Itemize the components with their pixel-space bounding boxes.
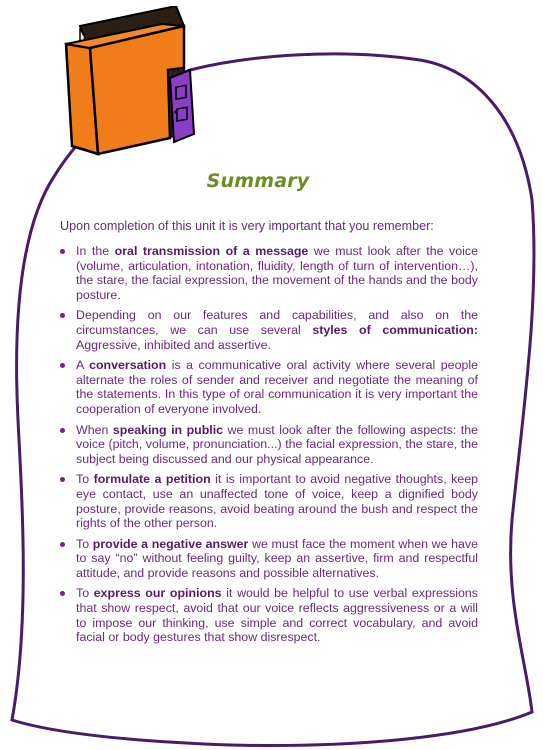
item-pre: To [76, 586, 94, 601]
item-post: we must face the moment when we have to say “no” without feeling guilty, keep an assertive, firm and respectful attitude, and provide reasons and possible alternatives. [76, 536, 479, 580]
item-bold: conversation [89, 358, 167, 373]
bullet-icon [60, 249, 65, 254]
item-post: Aggressive, inhibited and assertive. [76, 337, 271, 352]
item-post: it would be helpful to use verbal expressions that show respect, avoid that our voice reflects aggressiveness or a will to impose our thinking, use simple and correct vocabulary, and avoid facial or body gestures that show disrespect. [76, 586, 478, 645]
bullet-icon [60, 542, 65, 547]
item-bold: styles of communication: [312, 322, 479, 337]
item-pre: To [76, 472, 94, 487]
bullet-icon [60, 428, 65, 433]
item-pre: A [76, 358, 90, 373]
item-post: is a communicative oral activity where several people alternate the roles of sender and receiver and negotiate the meaning of the statements. In this type of oral communication it is very important the cooperation of everyone involved. [76, 358, 478, 416]
bullet-icon [60, 477, 65, 482]
list-item [58, 358, 478, 416]
item-pre: Depending on our features and capabilities, and also on the circumstances, we can use several [76, 308, 478, 337]
list-item [58, 472, 478, 530]
list-item [58, 423, 478, 467]
item-bold: oral transmission of a message [114, 244, 309, 258]
page-title: Summary [206, 170, 310, 192]
bullet-icon [60, 313, 65, 318]
book-door-icon [58, 6, 200, 158]
item-bold: express our opinions [93, 586, 222, 601]
list-item [58, 308, 478, 352]
intro-text: Upon completion of this unit it is very important that you remember: [60, 219, 434, 233]
item-post: we must look after the following aspects: the voice (pitch, volume, pronunciation...) the facial expression, the stare, the subject being discussed and our physical appearance. [76, 422, 479, 466]
item-pre: To [76, 536, 93, 551]
item-post: we must look after the voice (volume, articulation, intonation, fluidity, length of turn of intervention…), the stare, the facial expression, the movement of the hands and the body posture. [76, 244, 478, 302]
item-pre: In the [76, 244, 115, 258]
list-item [58, 244, 478, 302]
bullet-icon [60, 363, 65, 368]
item-pre: When [76, 422, 113, 437]
summary-list [58, 244, 478, 651]
list-item [58, 586, 478, 644]
list-item [58, 537, 478, 581]
item-post: it is important to avoid negative thoughts, keep eye contact, use an unaffected tone of voice, keep a dignified body posture, provide reasons, avoid beating around the bush and respect the rights of the other person. [76, 472, 478, 531]
item-bold: speaking in public [112, 422, 224, 437]
bullet-icon [60, 591, 65, 596]
item-bold: provide a negative answer [92, 536, 249, 551]
item-bold: formulate a petition [93, 472, 211, 487]
